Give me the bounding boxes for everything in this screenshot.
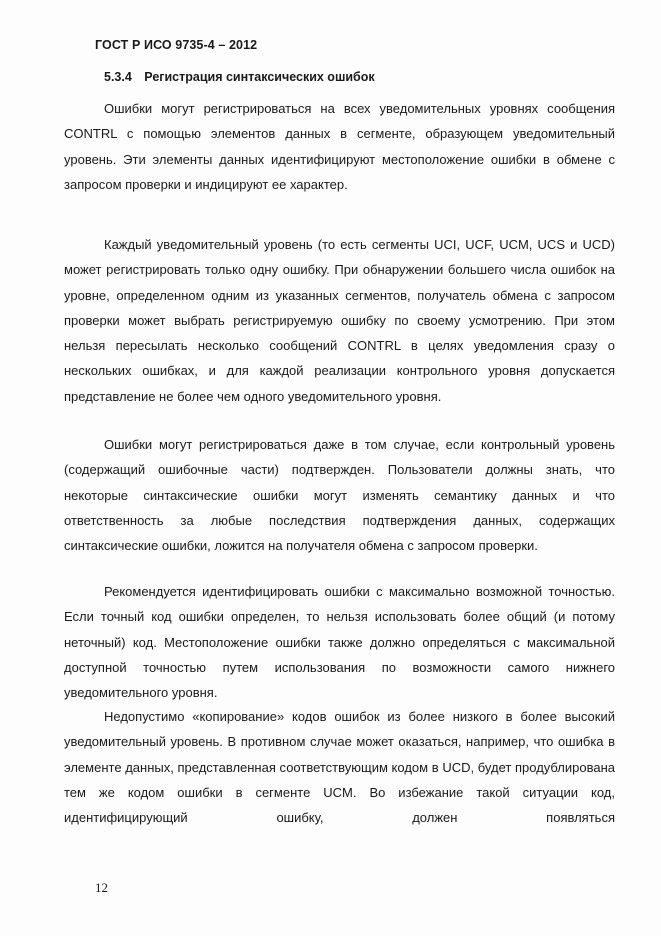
paragraph: Рекомендуется идентифицировать ошибки с максимально возможной точностью. Если точный код ошибки определен, то нельзя использовать более общий (и потому неточный) код. Местоположение ошибки также должно определяться с максимальной доступной точностью путем использования по возможности самого нижнего уведомительного уровня. (64, 584, 615, 701)
paragraph-1-block (64, 96, 615, 197)
paragraph-5-block (64, 704, 615, 830)
page-number: 12 (95, 880, 108, 895)
paragraph-4-block (64, 579, 615, 705)
document-header: ГОСТ Р ИСО 9735-4 – 2012 (95, 38, 258, 52)
paragraph: Ошибки могут регистрироваться даже в том случае, если контрольный уровень (содержащий ошибочные части) подтвержден. Пользователи должны знать, что некоторые синтаксические ошибки могут изменять семантику данных и что ответственность за любые последствия подтверждения данных, содержащих синтаксические ошибки, ложится на получателя обмена с запросом проверки. (64, 437, 615, 554)
section-heading (104, 70, 375, 84)
paragraph-3-block (64, 432, 615, 558)
paragraph-2-block (64, 232, 615, 409)
section-title: Регистрация синтаксических ошибок (144, 70, 375, 84)
section-number: 5.3.4 (104, 70, 132, 84)
paragraph: Каждый уведомительный уровень (то есть сегменты UCI, UCF, UCM, UCS и UCD) может регистрировать только одну ошибку. При обнаружении большего числа ошибок на уровне, определенном одним из указанных сегментов, получатель обмена с запросом проверки может выбрать регистрируемую ошибку по своему усмотрению. При этом нельзя пересылать несколько сообщений CONTRL в целях уведомления сразу о нескольких ошибках, и для каждой реализации контрольного уровня допускается представление не более чем одного уведомительного уровня. (64, 237, 615, 404)
paragraph: Ошибки могут регистрироваться на всех уведомительных уровнях сообщения CONTRL с помощью элементов данных в сегменте, образующем уведомительный уровень. Эти элементы данных идентифицируют местоположение ошибки в обмене с запросом проверки и индицируют ее характер. (64, 101, 615, 192)
paragraph: Недопустимо «копирование» кодов ошибок из более низкого в более высокий уведомительный уровень. В противном случае может оказаться, например, что ошибка в элементе данных, представленная соответствующим кодом в UCD, будет продублирована тем же кодом ошибки в сегменте UCM. Во избежание такой ситуации код, идентифицирующий ошибку, должен появляться (64, 709, 615, 826)
